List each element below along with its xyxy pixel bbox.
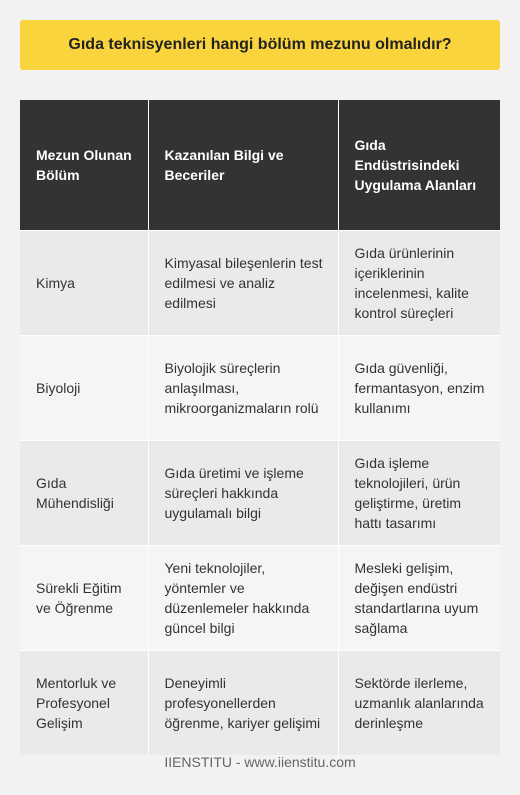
- cell-applications: Sektörde ilerleme, uzmanlık alanlarında derinleşme: [338, 651, 500, 756]
- cell-skills: Deneyimli profesyonellerden öğrenme, kariyer gelişimi: [148, 651, 338, 756]
- header-graduated-department: Mezun Olunan Bölüm: [20, 100, 148, 231]
- cell-skills: Biyolojik süreçlerin anlaşılması, mikroorganizmaların rolü: [148, 336, 338, 441]
- header-acquired-skills: Kazanılan Bilgi ve Beceriler: [148, 100, 338, 231]
- cell-department: Gıda Mühendisliği: [20, 441, 148, 546]
- header-application-areas: Gıda Endüstrisindeki Uygulama Alanları: [338, 100, 500, 231]
- cell-department: Kimya: [20, 231, 148, 336]
- table-row: [20, 441, 500, 546]
- cell-skills: Gıda üretimi ve işleme süreçleri hakkında uygulamalı bilgi: [148, 441, 338, 546]
- table-header-row: [20, 100, 500, 231]
- cell-applications: Gıda işleme teknolojileri, ürün geliştirme, üretim hattı tasarımı: [338, 441, 500, 546]
- comparison-table-wrapper: [20, 100, 500, 755]
- table-row: [20, 336, 500, 441]
- cell-applications: Gıda ürünlerinin içeriklerinin incelenmesi, kalite kontrol süreçleri: [338, 231, 500, 336]
- cell-department: Mentorluk ve Profesyonel Gelişim: [20, 651, 148, 756]
- cell-department: Biyoloji: [20, 336, 148, 441]
- title-banner: [20, 20, 500, 70]
- cell-applications: Gıda güvenliği, fermantasyon, enzim kullanımı: [338, 336, 500, 441]
- table-row: [20, 546, 500, 651]
- cell-skills: Yeni teknolojiler, yöntemler ve düzenlemeler hakkında güncel bilgi: [148, 546, 338, 651]
- table-row: [20, 231, 500, 336]
- cell-applications: Mesleki gelişim, değişen endüstri standartlarına uyum sağlama: [338, 546, 500, 651]
- comparison-table: [20, 100, 500, 755]
- table-row: [20, 651, 500, 756]
- footer-credit: IIENSTITU - www.iienstitu.com: [164, 754, 356, 770]
- cell-department: Sürekli Eğitim ve Öğrenme: [20, 546, 148, 651]
- page-title: Gıda teknisyenleri hangi bölüm mezunu olmalıdır?: [68, 36, 452, 53]
- cell-skills: Kimyasal bileşenlerin test edilmesi ve analiz edilmesi: [148, 231, 338, 336]
